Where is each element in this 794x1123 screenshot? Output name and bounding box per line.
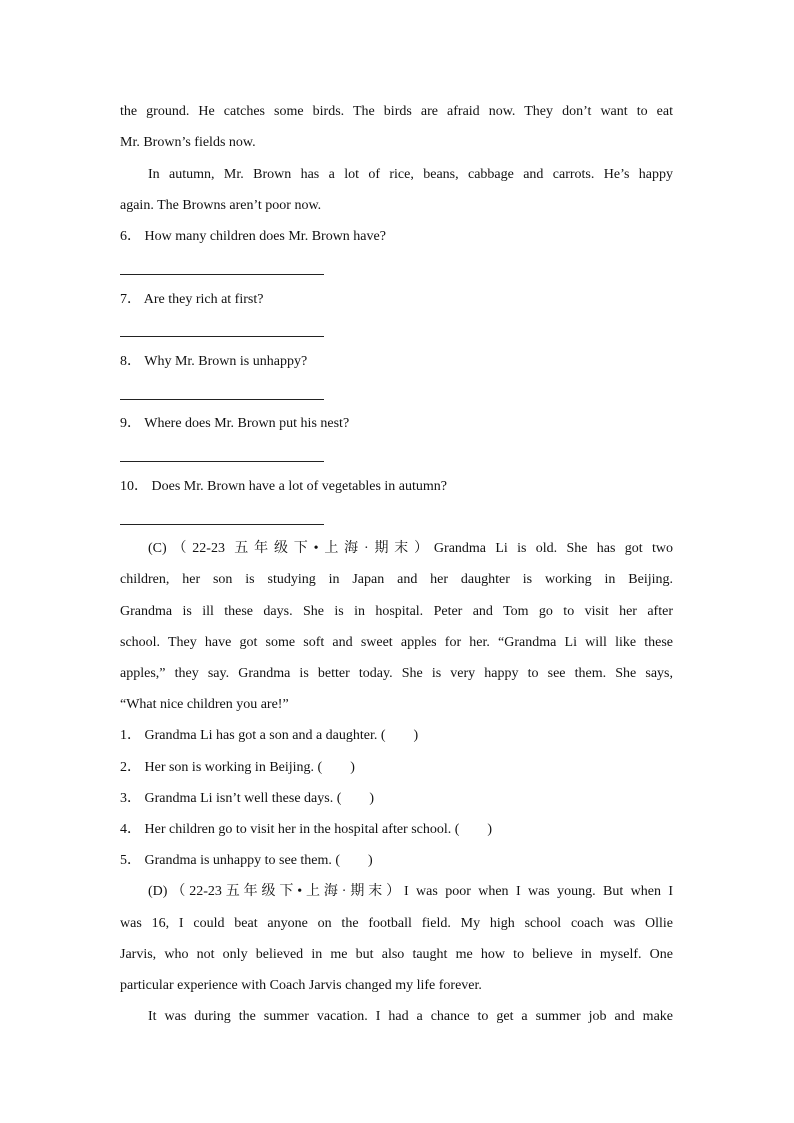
passage-b-line: In autumn, Mr. Brown has a lot of rice, beans, cabbage and carrots. He’s happy: [148, 167, 673, 182]
passage-c-line: (C)（22-23 五年级下•上海·期末）Grandma Li is old. She has got two: [148, 541, 673, 556]
answer-line-8[interactable]: [120, 399, 324, 400]
passage-c-line: apples,” they say. Grandma is better today. She is very happy to see them. She says,: [120, 666, 673, 681]
passage-c-line: school. They have got some soft and sweet apples for her. “Grandma Li will like these: [120, 635, 673, 650]
passage-c-line: “What nice children you are!”: [120, 697, 289, 712]
passage-d-line: was 16, I could beat anyone on the football field. My high school coach was Ollie: [120, 916, 673, 931]
tf-question-1: 1． Grandma Li has got a son and a daughter. ( ): [120, 728, 419, 743]
tf-question-5: 5． Grandma is unhappy to see them. ( ): [120, 853, 373, 868]
answer-line-10[interactable]: [120, 524, 324, 525]
answer-line-6[interactable]: [120, 274, 324, 275]
answer-line-9[interactable]: [120, 461, 324, 462]
passage-d-line: It was during the summer vacation. I had a chance to get a summer job and make: [148, 1009, 673, 1024]
question-9: 9． Where does Mr. Brown put his nest?: [120, 416, 350, 431]
passage-c-line: Grandma is ill these days. She is in hospital. Peter and Tom go to visit her after: [120, 604, 673, 619]
passage-d-line: (D)（22-23五年级下•上海·期末）I was poor when I was young. But when I: [148, 884, 673, 899]
passage-c-line: children, her son is studying in Japan and her daughter is working in Beijing.: [120, 572, 673, 587]
passage-b-line: again. The Browns aren’t poor now.: [120, 198, 322, 213]
passage-b-line: Mr. Brown’s fields now.: [120, 135, 256, 150]
question-6: 6． How many children does Mr. Brown have?: [120, 229, 386, 244]
tf-question-3: 3． Grandma Li isn’t well these days. ( ): [120, 791, 375, 806]
passage-d-line: Jarvis, who not only believed in me but also taught me how to believe in myself. One: [120, 947, 673, 962]
passage-b-line: the ground. He catches some birds. The birds are afraid now. They don’t want to eat: [120, 104, 673, 119]
question-10: 10． Does Mr. Brown have a lot of vegetables in autumn?: [120, 479, 447, 494]
question-7: 7． Are they rich at first?: [120, 292, 264, 307]
tf-question-4: 4． Her children go to visit her in the hospital after school. ( ): [120, 822, 493, 837]
question-8: 8． Why Mr. Brown is unhappy?: [120, 354, 308, 369]
passage-d-line: particular experience with Coach Jarvis changed my life forever.: [120, 978, 482, 993]
answer-line-7[interactable]: [120, 336, 324, 337]
tf-question-2: 2． Her son is working in Beijing. ( ): [120, 760, 355, 775]
